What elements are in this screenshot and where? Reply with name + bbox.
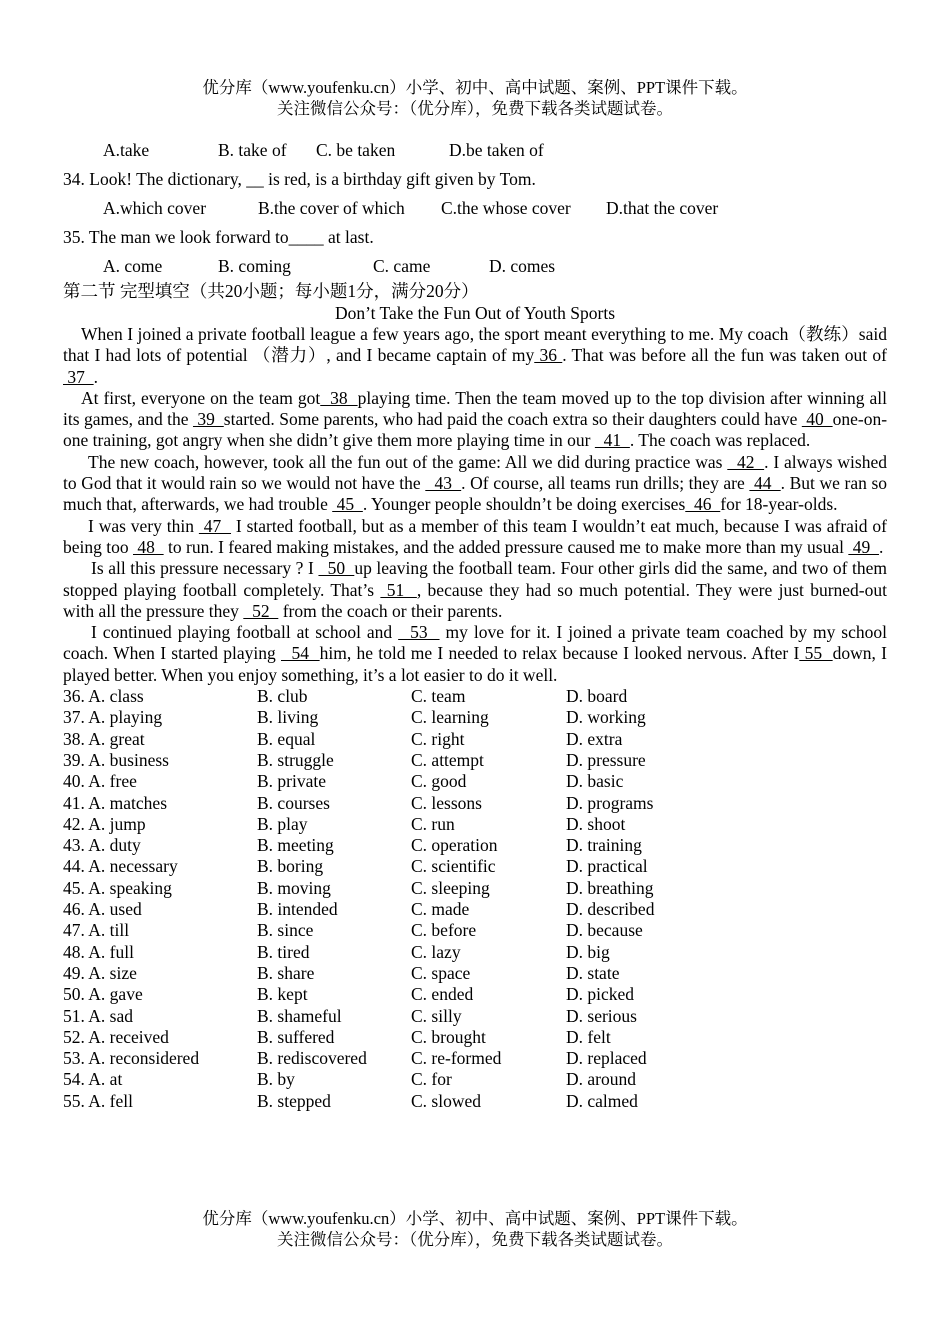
blank-37: 37: [63, 366, 94, 387]
text: one-on-one training, got angry when she didn’t give them more playing time in our: [63, 409, 888, 451]
choice-row: [63, 899, 887, 920]
choice-option-c: C. right: [411, 728, 465, 749]
page-header: [0, 77, 950, 119]
passage-title: Don’t Take the Fun Out of Youth Sports: [334, 303, 616, 323]
blank-51: 51: [380, 579, 417, 600]
choice-option-d: D. board: [566, 686, 628, 707]
choice-option-c: C. space: [411, 962, 471, 983]
blank-50: 50: [318, 558, 355, 579]
choice-option-c: C. lessons: [411, 792, 482, 813]
choice-option-b: B. by: [257, 1069, 295, 1090]
q35-option-d: D. comes: [489, 255, 556, 276]
blank-47: 47: [198, 515, 232, 536]
blank-52: 52: [243, 600, 279, 621]
choice-row: [63, 771, 887, 792]
q33-options: [63, 136, 887, 165]
choice-option-c: C. re-formed: [411, 1048, 502, 1069]
passage-paragraph-3: [63, 452, 887, 516]
blank-38: 38: [320, 387, 358, 408]
choice-option-d: D. pressure: [566, 749, 646, 770]
choice-option-d: D. big: [566, 941, 610, 962]
choice-option-b: B. intended: [257, 899, 338, 920]
blank-54: 54: [281, 643, 320, 664]
q35-stem: 35. The man we look forward to____ at last.: [63, 226, 374, 247]
choice-row: [63, 686, 887, 707]
choice-row: [63, 1048, 887, 1069]
page-footer: [0, 1208, 950, 1250]
choice-option-b: B. courses: [257, 792, 330, 813]
choice-option-a: 36. A. class: [63, 686, 144, 707]
blank-55: 55: [799, 643, 833, 664]
choice-row: [63, 878, 887, 899]
text: playing time. Then the team moved up to the top division after winning all its games, and the: [63, 387, 887, 430]
text: . But we ran so much that, afterwards, we had trouble: [63, 473, 887, 515]
choice-option-d: D. working: [566, 707, 646, 728]
choice-row: [63, 1069, 887, 1090]
choice-option-c: C. made: [411, 899, 470, 920]
choice-option-a: 53. A. reconsidered: [63, 1048, 200, 1069]
text: Is all this pressure necessary ? I: [91, 558, 319, 579]
q34-option-a: A.which cover: [103, 197, 207, 218]
choice-option-d: D. programs: [566, 792, 654, 813]
choice-row: [63, 1006, 887, 1027]
choice-row: [63, 1091, 887, 1112]
choice-option-a: 39. A. business: [63, 749, 169, 770]
choice-row: [63, 750, 887, 771]
choice-option-b: B. club: [257, 686, 308, 707]
blank-53: 53: [398, 622, 440, 643]
blank-39: 39: [192, 409, 224, 430]
passage-paragraph-5: [63, 558, 887, 622]
choice-option-d: D. basic: [566, 771, 624, 792]
choice-option-c: C. operation: [411, 835, 498, 856]
text: I started football, but as a member of this team I wouldn’t eat much, because I was afraid of being too: [63, 515, 888, 557]
choice-option-a: 49. A. size: [63, 962, 137, 983]
text: . That was before all the fun was taken out of: [562, 345, 887, 366]
q34-option-c: C.the whose cover: [441, 197, 571, 218]
choice-option-b: B. play: [257, 813, 308, 834]
blank-36: 36: [534, 345, 563, 366]
passage-paragraph-1: [63, 324, 887, 388]
choice-option-d: D. around: [566, 1069, 636, 1090]
q33-option-d: D.be taken of: [449, 139, 544, 160]
choice-option-a: 52. A. received: [63, 1026, 169, 1047]
choice-row: [63, 1027, 887, 1048]
choice-option-a: 43. A. duty: [63, 835, 141, 856]
choice-row: [63, 835, 887, 856]
choice-row: [63, 814, 887, 835]
blank-42: 42: [727, 451, 765, 472]
text: At first, everyone on the team got: [81, 387, 321, 408]
text: . I always wished to God that it would rain so we would not have the: [63, 451, 887, 494]
text: started. Some parents, who had paid the coach extra so their daughters could have: [223, 409, 802, 430]
choice-option-d: D. described: [566, 899, 655, 920]
choice-option-a: 51. A. sad: [63, 1005, 133, 1026]
choice-option-c: C. for: [411, 1069, 452, 1090]
text: up leaving the football team. Four other girls did the same, and two of them stopped playing football completely. That’s: [63, 558, 888, 600]
choice-option-c: C. before: [411, 920, 477, 941]
choice-option-a: 48. A. full: [63, 941, 134, 962]
choice-option-c: C. lazy: [411, 941, 461, 962]
choice-option-a: 45. A. speaking: [63, 877, 172, 898]
choice-option-c: C. run: [411, 813, 455, 834]
q35-option-b: B. coming: [218, 255, 291, 276]
choice-option-c: C. slowed: [411, 1090, 481, 1111]
text: The new coach, however, took all the fun out of the game: All we did during practice was: [88, 451, 728, 472]
text: . The coach was replaced.: [629, 430, 811, 451]
choice-option-a: 44. A. necessary: [63, 856, 178, 877]
choice-option-b: B. share: [257, 962, 315, 983]
choice-option-d: D. extra: [566, 728, 623, 749]
q35-option-c: C. came: [373, 255, 431, 276]
choice-option-b: B. kept: [257, 984, 308, 1005]
choice-option-b: B. boring: [257, 856, 324, 877]
choice-option-a: 37. A. playing: [63, 707, 163, 728]
page-content: [63, 136, 887, 1112]
choice-row: [63, 963, 887, 984]
choice-row: [63, 856, 887, 877]
choice-row: [63, 707, 887, 728]
choice-option-c: C. silly: [411, 1005, 462, 1026]
q33-option-c: C. be taken: [316, 139, 396, 160]
text: .: [93, 366, 98, 387]
blank-49: 49: [848, 536, 879, 557]
text: I continued playing football at school and: [91, 622, 399, 643]
choice-option-a: 38. A. great: [63, 728, 145, 749]
choice-option-b: B. stepped: [257, 1090, 331, 1111]
q33-option-a: A.take: [103, 139, 150, 160]
q34-stem: 34. Look! The dictionary, __ is red, is a birthday gift given by Tom.: [63, 168, 536, 189]
choice-row: [63, 942, 887, 963]
choice-option-a: 55. A. fell: [63, 1090, 133, 1111]
choice-option-b: B. private: [257, 771, 327, 792]
text: from the coach or their parents.: [278, 600, 503, 621]
choice-option-c: C. ended: [411, 984, 474, 1005]
choice-option-a: 54. A. at: [63, 1069, 123, 1090]
section-heading: 第二节 完型填空（共20小题；每小题1分，满分20分）: [63, 281, 479, 302]
text: for 18-year-olds.: [720, 494, 838, 515]
choice-option-d: D. replaced: [566, 1048, 647, 1069]
choice-option-b: B. moving: [257, 877, 331, 898]
choice-option-b: B. shameful: [257, 1005, 342, 1026]
text: .: [878, 536, 884, 557]
choice-option-d: D. calmed: [566, 1090, 638, 1111]
q34-option-b: B.the cover of which: [258, 197, 405, 218]
passage-paragraph-2: [63, 388, 887, 452]
choice-option-d: D. shoot: [566, 813, 626, 834]
choice-option-c: C. learning: [411, 707, 489, 728]
blank-44: 44: [749, 473, 781, 494]
footer-line-2: 关注微信公众号：（优分库），免费下载各类试题试卷。: [277, 1230, 673, 1249]
blank-45: 45: [332, 494, 363, 515]
text: . Of course, all teams run drills; they are: [461, 473, 750, 494]
text: my love for it. I joined a private team coached by my school coach. When I started playing: [63, 622, 887, 664]
choice-row: [63, 920, 887, 941]
choice-row: [63, 793, 887, 814]
choice-row: [63, 729, 887, 750]
text: , because they had so much potential. They were just burned-out with all the pressure they: [63, 579, 887, 621]
choice-option-c: C. attempt: [411, 749, 484, 770]
blank-41: 41: [594, 430, 630, 451]
choice-option-b: B. struggle: [257, 749, 334, 770]
blank-48: 48: [133, 536, 164, 557]
header-line-2: 关注微信公众号：（优分库），免费下载各类试题试卷。: [277, 99, 673, 118]
choice-option-c: C. brought: [411, 1026, 486, 1047]
q34-option-d: D.that the cover: [606, 197, 719, 218]
footer-line-1: 优分库（www.youfenku.cn）小学、初中、高中试题、案例、PPT课件下载。: [202, 1209, 748, 1228]
text: I was very thin: [88, 515, 199, 536]
choice-option-a: 50. A. gave: [63, 984, 143, 1005]
blank-46: 46: [685, 494, 721, 515]
q34-options: [63, 194, 887, 223]
choice-option-b: B. equal: [257, 728, 316, 749]
text: to run. I feared making mistakes, and the added pressure caused me to make more than my usual: [163, 536, 849, 557]
q35-options: [63, 252, 887, 281]
choice-option-b: B. rediscovered: [257, 1048, 367, 1069]
text: him, he told me I needed to relax because I looked nervous. After I: [319, 643, 800, 664]
choice-option-d: D. serious: [566, 1005, 637, 1026]
text: . Younger people shouldn’t be doing exercises: [362, 494, 686, 515]
text: down, I played better. When you enjoy something, it’s a lot easier to do it well.: [63, 643, 888, 685]
q33-option-b: B. take of: [218, 139, 287, 160]
blank-43: 43: [425, 473, 462, 494]
choice-option-a: 41. A. matches: [63, 792, 168, 813]
choice-option-b: B. living: [257, 707, 319, 728]
blank-40: 40: [801, 409, 833, 430]
choice-option-c: C. sleeping: [411, 877, 490, 898]
choice-option-d: D. breathing: [566, 877, 654, 898]
choice-option-d: D. training: [566, 835, 642, 856]
passage-paragraph-4: [63, 516, 887, 559]
choice-option-d: D. because: [566, 920, 643, 941]
choice-option-a: 42. A. jump: [63, 813, 146, 834]
choice-option-d: D. felt: [566, 1026, 611, 1047]
choice-option-a: 47. A. till: [63, 920, 130, 941]
choice-option-c: C. scientific: [411, 856, 496, 877]
choice-row: [63, 984, 887, 1005]
answer-choices: [63, 686, 887, 1112]
header-line-1: 优分库（www.youfenku.cn）小学、初中、高中试题、案例、PPT课件下载。: [202, 78, 748, 97]
choice-option-b: B. meeting: [257, 835, 334, 856]
choice-option-b: B. since: [257, 920, 314, 941]
choice-option-b: B. suffered: [257, 1026, 335, 1047]
text: When I joined a private football league a few years ago, the sport meant everything to me. My coach（教练）said that I had lots of potential （潜力）, and I became captain of my: [63, 324, 887, 366]
choice-option-c: C. team: [411, 686, 466, 707]
choice-option-d: D. practical: [566, 856, 648, 877]
choice-option-c: C. good: [411, 771, 467, 792]
q35-option-a: A. come: [103, 255, 163, 276]
choice-option-d: D. state: [566, 962, 620, 983]
choice-option-a: 46. A. used: [63, 899, 142, 920]
choice-option-b: B. tired: [257, 941, 310, 962]
choice-option-a: 40. A. free: [63, 771, 137, 792]
choice-option-d: D. picked: [566, 984, 635, 1005]
passage-paragraph-6: [63, 622, 887, 686]
